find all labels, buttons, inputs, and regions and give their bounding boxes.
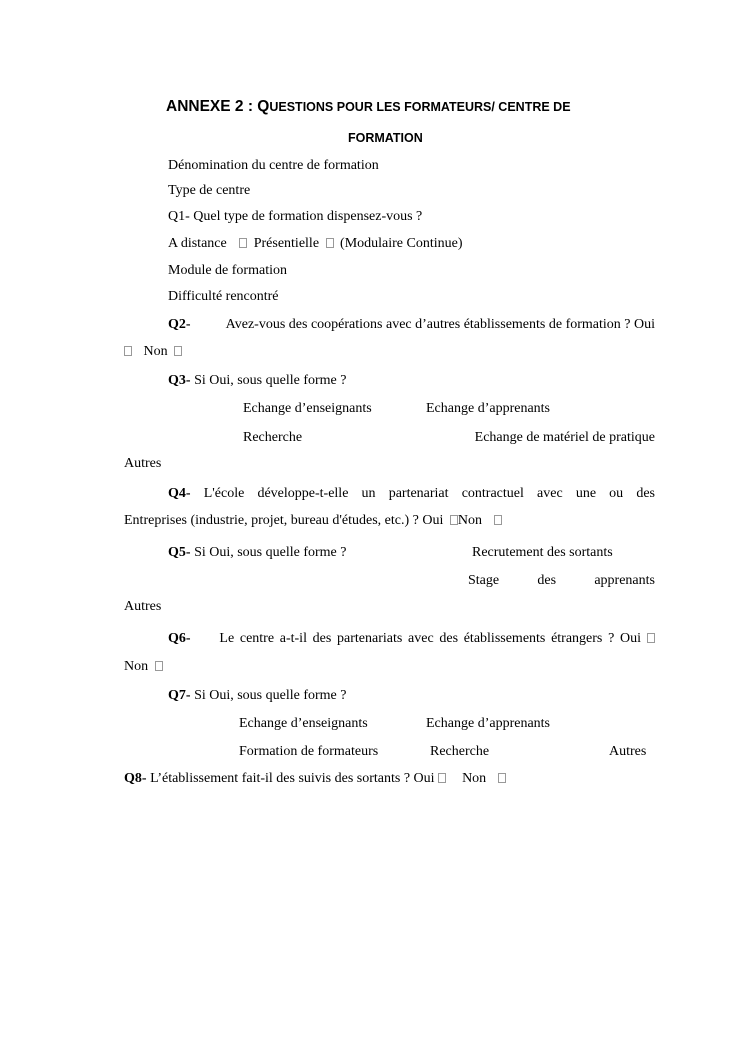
q8-non-checkbox[interactable] [498,773,506,783]
q7-opt-recherche: Recherche [430,744,490,759]
q4-word: avec [537,486,563,501]
field-difficulte: Difficulté rencontré [168,289,279,304]
q1-opt-presentielle-label: Présentielle [253,236,320,251]
q6-number: Q6- [168,631,191,646]
q1-options [168,236,463,252]
q4-word: ou [609,486,624,501]
q3-opt-echange-apprenants: Echange d’apprenants [426,401,550,416]
q3-opt-autres: Autres [124,456,162,471]
q4-word: un [361,486,376,501]
q5-number: Q5- [168,545,191,560]
q4-word: partenariat [388,486,449,501]
q4-word: contractuel [461,486,524,501]
question-q3 [168,373,346,389]
q6-oui-checkbox[interactable] [647,633,655,643]
q7-opt-echange-enseignants: Echange d’enseignants [239,716,368,731]
q3-number: Q3- [168,373,191,388]
q3-opt-echange-enseignants: Echange d’enseignants [243,401,372,416]
q4-non-checkbox[interactable] [494,515,502,525]
q4-word: une [575,486,597,501]
q2-number: Q2- [168,317,191,332]
q4-word: développe-t-elle [257,486,349,501]
question-q4 [168,486,655,502]
field-type-centre: Type de centre [168,183,251,198]
question-q5 [168,545,346,561]
q2-answer-line [124,344,185,360]
question-q1: Q1- Quel type de formation dispensez-vous ? [168,209,423,224]
q3-opt-recherche: Recherche [243,430,303,445]
q5-opt-recrutement: Recrutement des sortants [472,545,613,560]
q2-oui-checkbox[interactable] [124,346,132,356]
question-q8 [124,771,509,787]
q4-number: Q4- [168,486,191,501]
q8-text: L’établissement fait-il des suivis des sortants ? Oui [150,771,435,786]
q7-number: Q7- [168,688,191,703]
q4-line2 [124,513,505,529]
q5-stage-word: des [537,573,557,588]
q1-distance-checkbox[interactable] [239,238,247,248]
q2-non-checkbox[interactable] [174,346,182,356]
q2-text: Avez-vous des coopérations avec d’autres établissements de formation ? Oui [225,317,655,332]
page-title-line2: FORMATION [348,131,423,145]
q2-non-label: Non [143,344,168,359]
q5-opt-stage [468,573,655,589]
q1-opt-distance-label: A distance [168,236,227,251]
q4-non-label: Non [457,513,482,528]
q5-text: Si Oui, sous quelle forme ? [194,545,347,560]
q6-text: Le centre a-t-il des partenariats avec des établissements étrangers ? Oui [219,631,641,646]
q3-opt-echange-materiel: Echange de matériel de pratique [474,430,655,445]
q1-presentielle-checkbox[interactable] [326,238,334,248]
q4-word: L'école [203,486,245,501]
question-q7 [168,688,346,704]
q6-non-checkbox[interactable] [155,661,163,671]
q4-oui-checkbox[interactable] [450,515,458,525]
q3-text: Si Oui, sous quelle forme ? [194,373,347,388]
q8-non-label: Non [462,771,487,786]
q5-stage-word: Stage [468,573,500,588]
q6-text-wrap [219,631,655,647]
field-module: Module de formation [168,263,287,278]
field-denomination: Dénomination du centre de formation [168,158,379,173]
q6-non-label: Non [124,659,149,674]
q5-stage-word: apprenants [594,573,655,588]
q1-opt-modulaire-label: (Modulaire Continue) [340,236,463,251]
question-q2 [168,317,655,333]
page-title: ANNEXE 2 : QUESTIONS POUR LES FORMATEURS/ CENTRE DE [166,98,571,115]
question-q6 [168,631,655,647]
q5-opt-autres: Autres [124,599,162,614]
q7-opt-formation-formateurs: Formation de formateurs [239,744,379,759]
q8-oui-checkbox[interactable] [438,773,446,783]
q4-line2-text: Entreprises (industrie, projet, bureau d'études, etc.) ? Oui [124,513,444,528]
q7-opt-echange-apprenants: Echange d’apprenants [426,716,550,731]
q7-opt-autres: Autres [609,744,647,759]
q6-answer-line [124,659,166,675]
q8-number: Q8- [124,771,147,786]
q4-word: des [636,486,655,501]
q7-text: Si Oui, sous quelle forme ? [194,688,347,703]
